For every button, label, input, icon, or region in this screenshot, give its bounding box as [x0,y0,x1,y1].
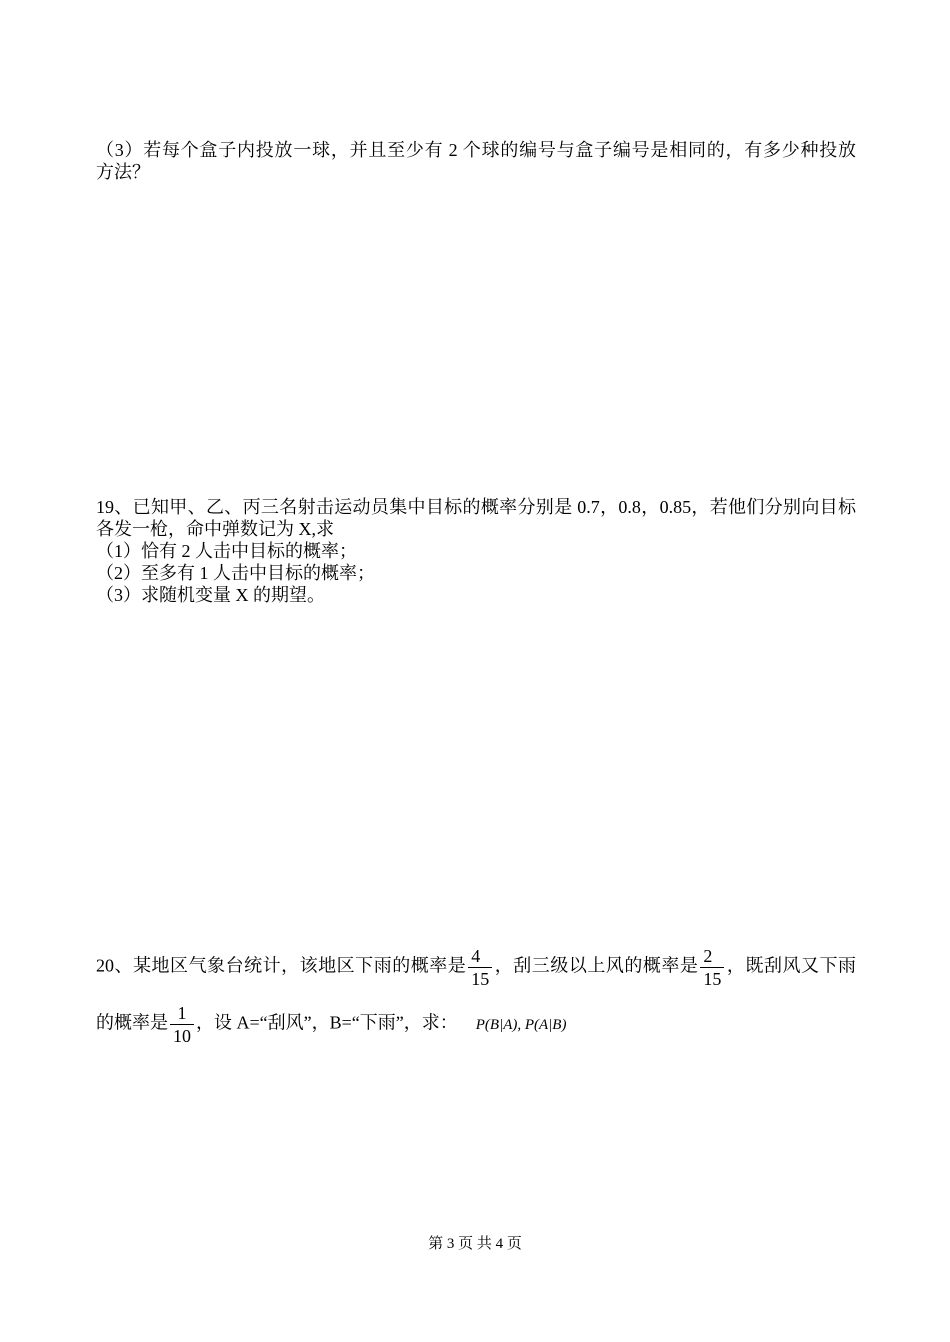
fraction-denominator: 10 [173,1026,191,1046]
q20-stem-line2 [96,1003,566,1046]
q19-stem-line2: 各发一枪，命中弹数记为 X,求 [96,519,334,539]
q20-text-seg4: 的概率是 [96,1012,168,1033]
q18-part3-line2: 方法？ [96,162,150,182]
fraction-numerator: 4 [471,946,481,966]
fraction-denominator: 15 [703,969,722,989]
q19-part3: （3）求随机变量 X 的期望。 [96,585,325,605]
q20-text-seg2: ，刮三级以上风的概率是 [494,955,699,976]
q19-part2: （2）至多有 1 人击中目标的概率； [96,563,375,583]
fraction-wind-probability [700,946,724,989]
q20-text-seg1: 20、某地区气象台统计，该地区下雨的概率是 [96,955,467,976]
q18-part3-line1: （3）若每个盒子内投放一球，并且至少有 2 个球的编号与盒子编号是相同的，有多少种投放 [96,140,856,160]
q19-part1: （1）恰有 2 人击中目标的概率； [96,541,357,561]
fraction-numerator: 2 [703,946,713,966]
fraction-numerator: 1 [177,1003,187,1023]
fraction-denominator: 15 [471,969,490,989]
page-number-footer: 第 3 页 共 4 页 [428,1236,522,1252]
fraction-both-probability [170,1003,194,1046]
conditional-probability-expression: P(B|A), P(A|B) [475,1016,567,1033]
q20-text-seg5: ，设 A=“刮风”，B=“下雨”，求： [196,1012,458,1033]
q20-text-seg3: ，既刮风又下雨 [726,955,857,976]
q20-stem-line1 [96,946,856,989]
q19-stem-line1: 19、已知甲、乙、丙三名射击运动员集中目标的概率分别是 0.7，0.8，0.85，若他们分别向目标 [96,497,856,517]
fraction-rain-probability [468,946,492,989]
